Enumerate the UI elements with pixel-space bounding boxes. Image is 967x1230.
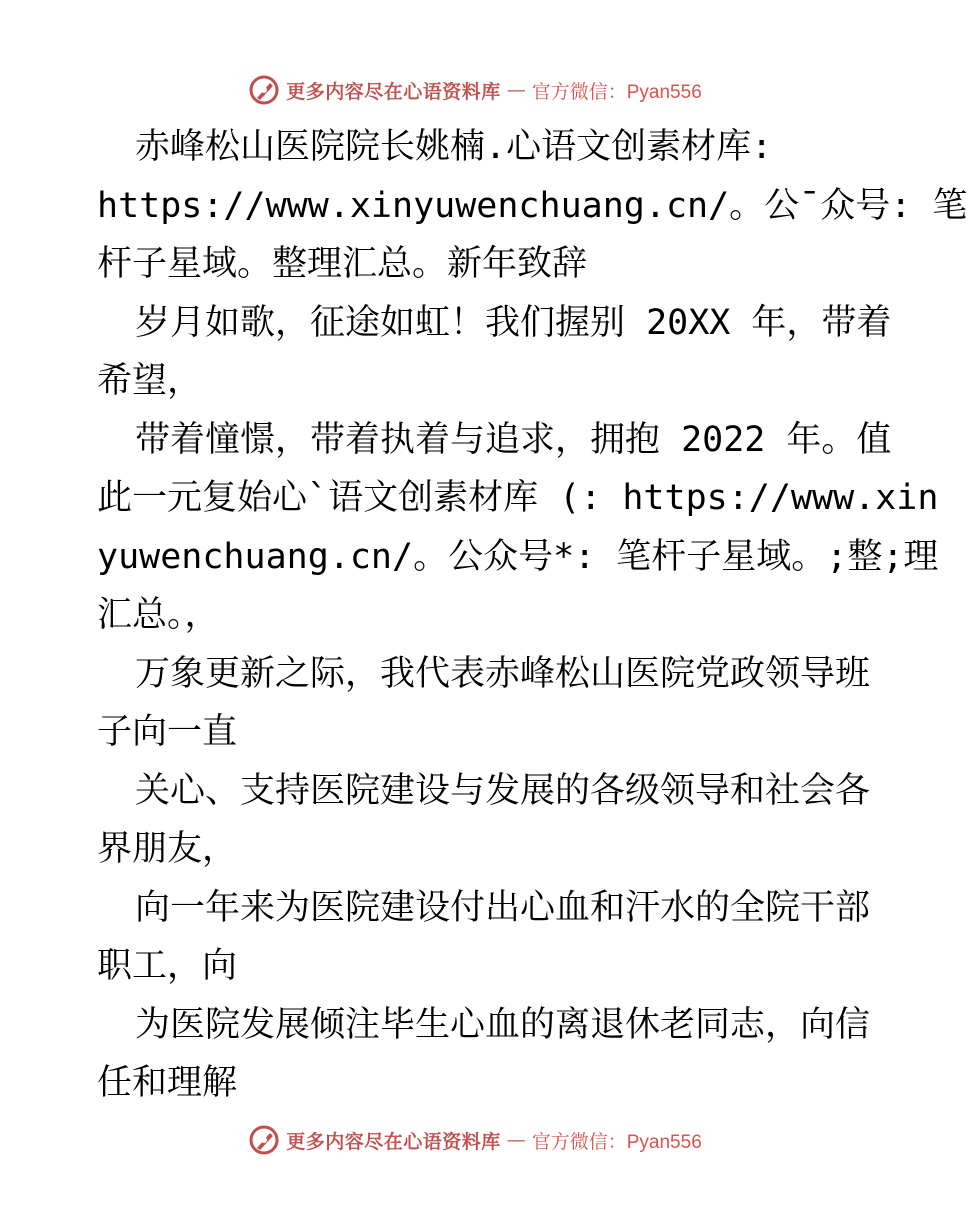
body-line: 此一元复始心`语文创素材库 (: https://www.xin bbox=[97, 478, 939, 518]
document-body bbox=[97, 118, 967, 1113]
header-banner bbox=[0, 74, 950, 106]
body-line: yuwenchuang.cn/。公众号*: 笔杆子星域。;整;理 bbox=[97, 536, 939, 577]
body-line: 关心、支持医院建设与发展的各级领导和社会各 bbox=[135, 770, 871, 811]
body-line: 任和理解 bbox=[97, 1063, 238, 1103]
body-line: 汇总。， bbox=[97, 595, 220, 635]
footer-banner-separator: — bbox=[506, 1129, 526, 1151]
body-line: https://www.xinyuwenchuang.cn/。公¯众号: 笔 bbox=[97, 185, 967, 226]
body-line: 职工，向 bbox=[97, 946, 238, 986]
quill-pen-logo-icon bbox=[248, 74, 280, 106]
body-line: 岁月如歌，征途如虹！我们握别 20XX 年，带着 bbox=[135, 302, 892, 343]
footer-banner-wechat: 官方微信：Pyan556 bbox=[531, 1131, 702, 1153]
body-line: 杆子星域。整理汇总。新年致辞 bbox=[97, 244, 588, 284]
body-line: 为医院发展倾注毕生心血的离退休老同志，向信 bbox=[135, 1004, 871, 1045]
body-line: 希望， bbox=[97, 361, 203, 401]
body-line: 子向一直 bbox=[97, 712, 238, 752]
body-line: 万象更新之际，我代表赤峰松山医院党政领导班 bbox=[135, 653, 871, 694]
body-line: 赤峰松山医院院长姚楠.心语文创素材库: bbox=[135, 127, 773, 167]
body-line: 界朋友， bbox=[97, 829, 238, 869]
header-banner-wechat: 官方微信：Pyan556 bbox=[531, 81, 702, 103]
body-line: 向一年来为医院建设付出心血和汗水的全院干部 bbox=[135, 887, 871, 928]
quill-pen-logo-icon bbox=[248, 1124, 280, 1156]
header-banner-text: 更多内容尽在心语资料库 bbox=[286, 80, 501, 103]
header-banner-separator: — bbox=[506, 79, 526, 101]
body-line: 带着憧憬，带着执着与追求，拥抱 2022 年。值 bbox=[135, 419, 892, 460]
footer-banner-text: 更多内容尽在心语资料库 bbox=[286, 1130, 501, 1153]
footer-banner bbox=[0, 1124, 950, 1156]
